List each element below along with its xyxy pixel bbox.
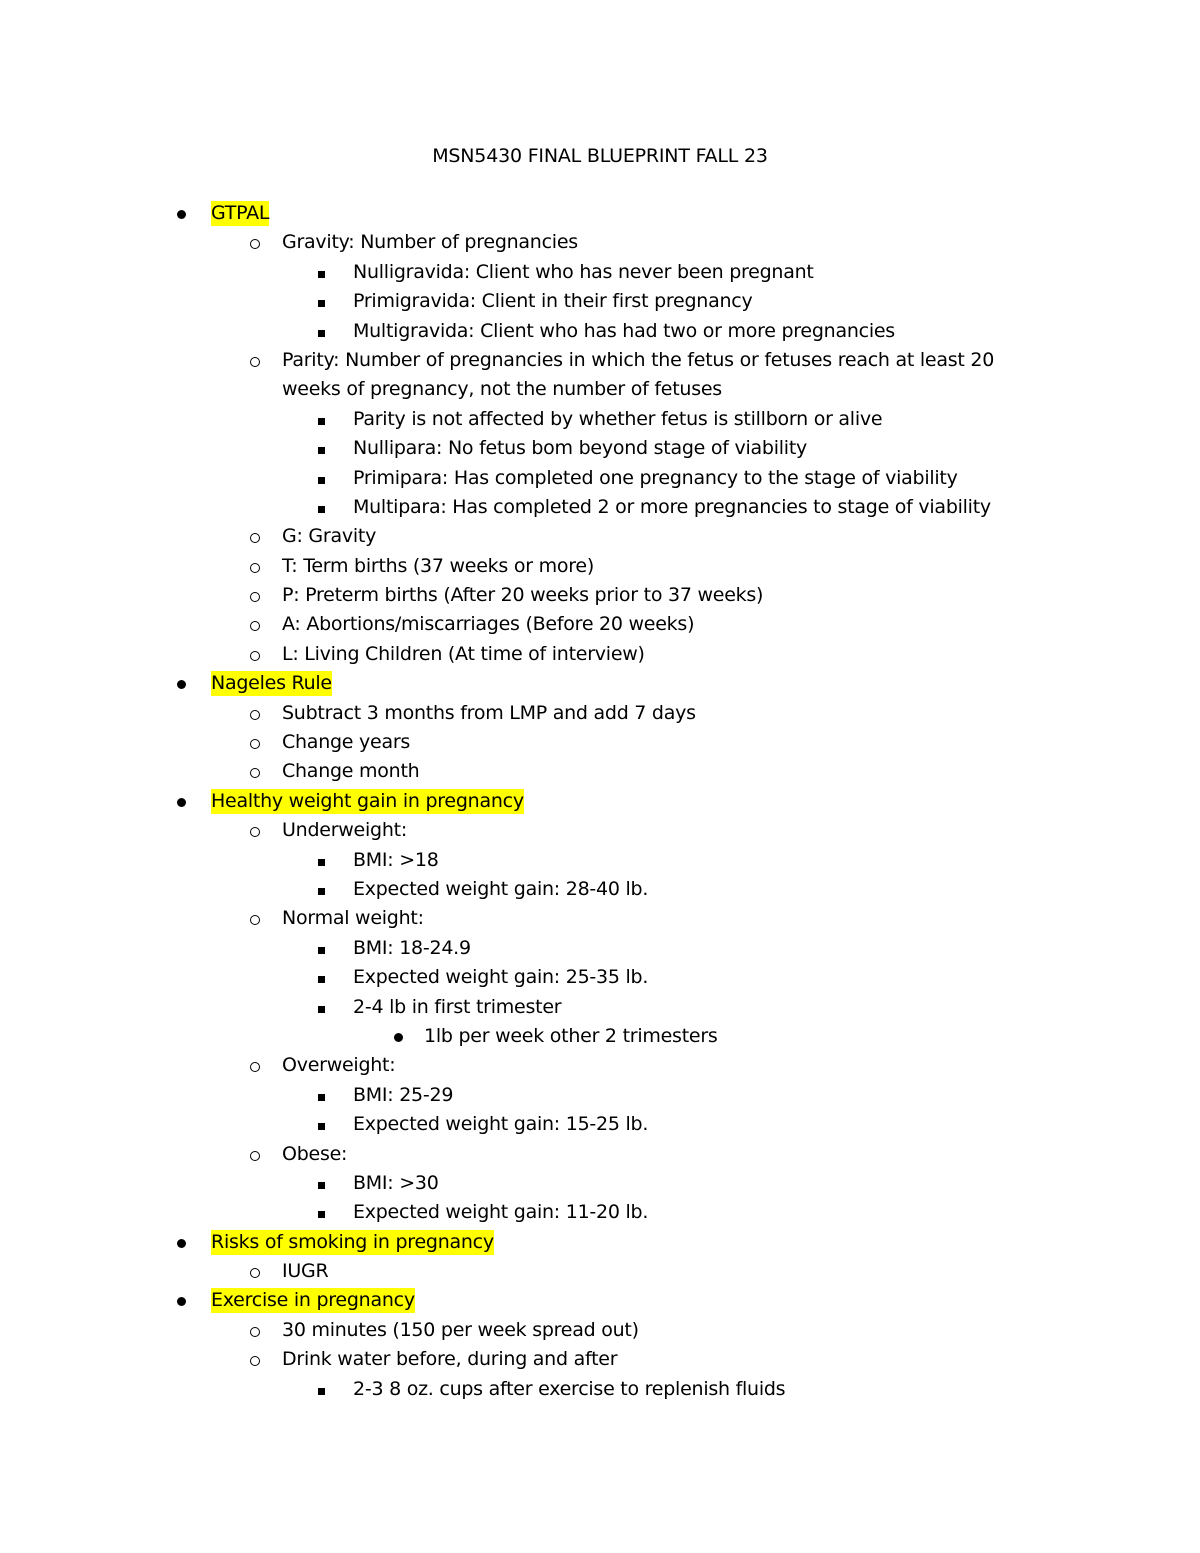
outline-item-level-1 [0, 669, 1200, 698]
outline-item-label [353, 405, 882, 434]
outline-item-level-3 [0, 993, 1200, 1022]
outline-item-text: Expected weight gain: 28-40 lb. [353, 878, 649, 900]
highlighted-heading: GTPAL [211, 202, 270, 224]
open-circle-icon [245, 904, 265, 934]
square-icon [311, 875, 331, 904]
outline-item-text: Parity: Number of pregnancies in which the fetus or fetuses reach at least 20 weeks of pregnancy, not the number of fetuses [282, 348, 995, 401]
outline-item-label [282, 728, 1042, 757]
outline-item-level-2 [0, 610, 1200, 639]
outline-item-text: 2-4 lb in first trimester [353, 995, 562, 1018]
outline-item-text: Primigravida: Client in their first pregnancy [353, 290, 753, 313]
outline-list [0, 199, 1200, 1404]
outline-item-level-2 [0, 552, 1200, 581]
outline-item-text: A: Abortions/miscarriages (Before 20 weeks) [282, 613, 695, 636]
outline-item-level-3 [0, 317, 1200, 346]
outline-item-level-3 [0, 434, 1200, 463]
outline-item-text: G: Gravity [282, 525, 377, 548]
outline-item-level-3 [0, 1169, 1200, 1198]
outline-item-level-3 [0, 1110, 1200, 1139]
square-icon [311, 846, 331, 875]
square-icon [311, 317, 331, 346]
outline-item-label [353, 287, 752, 316]
outline-item-level-3 [0, 875, 1200, 904]
filled-circle-icon [171, 669, 191, 698]
open-circle-icon [245, 522, 265, 552]
outline-item-level-3 [0, 464, 1200, 493]
outline-item-label [282, 228, 1042, 257]
outline-item-label [353, 934, 471, 963]
open-circle-icon [245, 1140, 265, 1170]
outline-item-level-2 [0, 1257, 1200, 1286]
outline-item-label [353, 1375, 785, 1404]
outline-item-text: 30 minutes (150 per week spread out) [282, 1318, 639, 1341]
outline-item-label [282, 757, 1042, 786]
outline-item-text: Nullipara: No fetus bom beyond stage of viability [353, 437, 808, 460]
outline-item-label [353, 493, 991, 522]
highlighted-heading: Risks of smoking in pregnancy [211, 1230, 494, 1253]
outline-item-text: Multipara: Has completed 2 or more pregnancies to stage of viability [353, 495, 991, 518]
outline-item-label [282, 1345, 1042, 1374]
outline-item-text: Parity is not affected by whether fetus is stillborn or alive [353, 407, 883, 430]
outline-item-level-2 [0, 728, 1200, 757]
outline-item-label [282, 1140, 1042, 1169]
highlighted-heading: Exercise in pregnancy [211, 1289, 415, 1312]
square-icon [311, 405, 331, 434]
outline-item-text: P: Preterm births (After 20 weeks prior to 37 weeks) [282, 584, 764, 607]
open-circle-icon [245, 728, 265, 758]
highlighted-heading: Nageles Rule [211, 672, 332, 695]
square-icon [311, 464, 331, 493]
outline-item-label [282, 816, 1042, 845]
open-circle-icon [245, 610, 265, 640]
square-icon [311, 287, 331, 316]
square-icon [311, 1110, 331, 1139]
outline-item-level-2 [0, 1345, 1200, 1374]
outline-item-level-3 [0, 258, 1200, 287]
outline-item-text: Normal weight: [282, 907, 424, 930]
open-circle-icon [245, 757, 265, 787]
outline-item-text: Subtract 3 months from LMP and add 7 days [282, 701, 696, 724]
outline-item-level-2 [0, 581, 1200, 610]
outline-item-text: Nulligravida: Client who has never been pregnant [353, 260, 814, 283]
outline-item-label [211, 1228, 494, 1257]
outline-item-text: Change month [282, 760, 420, 783]
outline-item-level-2 [0, 346, 1200, 405]
outline-item-text: L: Living Children (At time of interview) [282, 642, 645, 665]
filled-circle-icon [171, 199, 191, 228]
square-icon [311, 258, 331, 287]
outline-item-label [282, 640, 1042, 669]
outline-item-level-3 [0, 1081, 1200, 1110]
outline-item-label [424, 1022, 718, 1051]
open-circle-icon [245, 581, 265, 611]
outline-item-level-1 [0, 1286, 1200, 1315]
open-circle-icon [245, 1345, 265, 1375]
open-circle-icon [245, 552, 265, 582]
open-circle-icon [245, 346, 265, 376]
square-icon [311, 493, 331, 522]
outline-item-text: Multigravida: Client who has had two or more pregnancies [353, 319, 895, 342]
outline-item-label [353, 1110, 648, 1139]
outline-item-level-3 [0, 493, 1200, 522]
open-circle-icon [245, 228, 265, 258]
outline-item-text: BMI: 18-24.9 [353, 936, 471, 959]
outline-item-level-3 [0, 934, 1200, 963]
outline-item-text: BMI: >18 [353, 848, 439, 871]
square-icon [311, 1198, 331, 1227]
filled-circle-icon [171, 1228, 191, 1257]
outline-item-level-2 [0, 904, 1200, 933]
outline-item-label [282, 346, 1042, 405]
outline-item-level-2 [0, 522, 1200, 551]
outline-item-label [353, 1169, 439, 1198]
outline-item-label [282, 552, 1042, 581]
outline-item-level-4 [0, 1022, 1200, 1051]
outline-item-level-2 [0, 1051, 1200, 1080]
open-circle-icon [245, 816, 265, 846]
outline-item-label [211, 1286, 415, 1315]
outline-item-text: Expected weight gain: 15-25 lb. [353, 1113, 649, 1136]
outline-item-text: Primipara: Has completed one pregnancy to the stage of viability [353, 466, 958, 489]
outline-item-level-3 [0, 963, 1200, 992]
outline-item-label [282, 581, 1042, 610]
outline-item-text: Drink water before, during and after [282, 1348, 618, 1371]
outline-item-level-2 [0, 228, 1200, 257]
outline-item-label [353, 1081, 453, 1110]
outline-item-text: Overweight: [282, 1054, 396, 1077]
outline-item-label [211, 787, 524, 816]
outline-item-label [282, 1257, 1042, 1286]
outline-item-text: Obese: [282, 1142, 348, 1165]
square-icon [311, 934, 331, 963]
outline-item-text: Underweight: [282, 819, 407, 842]
highlighted-heading: Healthy weight gain in pregnancy [211, 789, 524, 812]
outline-item-level-2 [0, 757, 1200, 786]
outline-item-label [353, 875, 648, 904]
outline-item-text: T: Term births (37 weeks or more) [282, 554, 594, 577]
outline-item-level-1 [0, 787, 1200, 816]
outline-item-text: BMI: 25-29 [353, 1083, 454, 1106]
outline-item-label [282, 699, 1042, 728]
outline-item-label [353, 434, 807, 463]
outline-item-label [282, 1316, 1042, 1345]
outline-item-text: IUGR [282, 1260, 329, 1283]
outline-item-label [211, 199, 269, 228]
outline-item-text: Expected weight gain: 11-20 lb. [353, 1201, 649, 1224]
outline-item-level-2 [0, 699, 1200, 728]
outline-item-level-3 [0, 1375, 1200, 1404]
filled-circle-icon [171, 1286, 191, 1315]
outline-item-level-3 [0, 846, 1200, 875]
outline-item-level-3 [0, 287, 1200, 316]
outline-item-label [353, 258, 814, 287]
outline-item-level-2 [0, 816, 1200, 845]
square-icon [311, 963, 331, 992]
filled-circle-icon [388, 1022, 408, 1051]
document-title: MSN5430 FINAL BLUEPRINT FALL 23 [432, 145, 768, 167]
outline-item-label [282, 522, 1042, 551]
outline-item-label [211, 669, 332, 698]
outline-item-label [282, 1051, 1042, 1080]
open-circle-icon [245, 1316, 265, 1346]
filled-circle-icon [171, 787, 191, 816]
open-circle-icon [245, 1257, 265, 1287]
outline-item-text: Expected weight gain: 25-35 lb. [353, 966, 649, 989]
outline-item-level-2 [0, 1140, 1200, 1169]
square-icon [311, 1169, 331, 1198]
square-icon [311, 434, 331, 463]
outline-item-text: Gravity: Number of pregnancies [282, 231, 578, 254]
outline-item-level-2 [0, 1316, 1200, 1345]
outline-item-label [282, 610, 1042, 639]
outline-item-label [282, 904, 1042, 933]
outline-item-label [353, 1198, 648, 1227]
outline-item-text: 2-3 8 oz. cups after exercise to replenish fluids [353, 1377, 786, 1400]
outline-item-label [353, 963, 648, 992]
square-icon [311, 1081, 331, 1110]
outline-item-text: BMI: >30 [353, 1171, 439, 1194]
outline-item-level-1 [0, 199, 1200, 228]
outline-item-label [353, 993, 561, 1022]
open-circle-icon [245, 640, 265, 670]
square-icon [311, 993, 331, 1022]
square-icon [311, 1375, 331, 1404]
outline-item-level-1 [0, 1228, 1200, 1257]
outline-item-label [353, 464, 958, 493]
outline-item-level-3 [0, 405, 1200, 434]
outline-item-text: 1lb per week other 2 trimesters [424, 1024, 718, 1047]
outline-item-level-2 [0, 640, 1200, 669]
outline-item-label [353, 846, 439, 875]
outline-item-text: Change years [282, 731, 411, 754]
outline-item-label [353, 317, 895, 346]
open-circle-icon [245, 1051, 265, 1081]
open-circle-icon [245, 699, 265, 729]
outline-item-level-3 [0, 1198, 1200, 1227]
